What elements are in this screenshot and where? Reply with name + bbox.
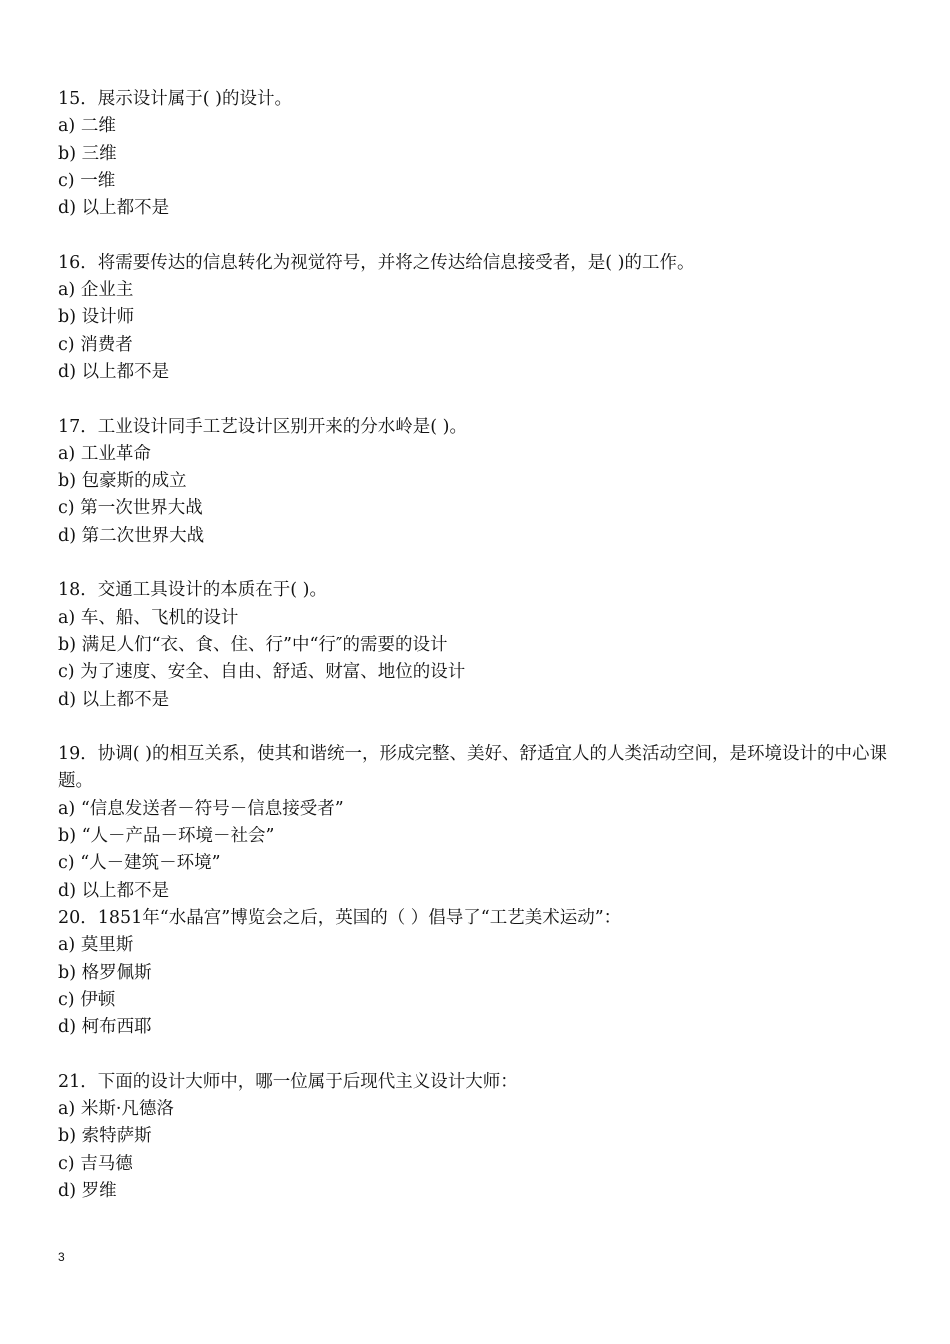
question-stem: 18．交通工具设计的本质在于( )。: [58, 580, 327, 601]
option-a: a) “信息发送者－符号－信息接受者”: [58, 798, 344, 819]
option-a: a) 二维: [58, 116, 116, 137]
question-17: [58, 414, 898, 550]
option-c: c) 一维: [58, 170, 116, 191]
question-18: [58, 577, 898, 713]
question-15: [58, 86, 898, 222]
document-page: [58, 86, 898, 1205]
question-stem: 19．协调( )的相互关系，使其和谐统一，形成完整、美好、舒适宜人的人类活动空间，是环境设计的中心课题。: [58, 744, 887, 792]
option-d: d) 柯布西耶: [58, 1017, 152, 1038]
option-d: d) 第二次世界大战: [58, 525, 205, 546]
question-19: [58, 741, 898, 905]
spacer: [58, 1041, 898, 1068]
option-a: a) 米斯·凡德洛: [58, 1098, 174, 1119]
question-stem: 17．工业设计同手工艺设计区别开来的分水岭是( )。: [58, 416, 467, 437]
option-c: c) “人－建筑－环境”: [58, 853, 221, 874]
question-stem: 20．1851年“水晶宫”博览会之后，英国的（ ）倡导了“工艺美术运动”：: [58, 907, 622, 928]
option-d: d) 以上都不是: [58, 361, 170, 382]
question-stem: 21．下面的设计大师中，哪一位属于后现代主义设计大师：: [58, 1071, 518, 1092]
option-d: d) 以上都不是: [58, 198, 170, 219]
option-c: c) 消费者: [58, 334, 133, 355]
option-a: a) 莫里斯: [58, 935, 134, 956]
option-c: c) 吉马德: [58, 1153, 133, 1174]
spacer: [58, 714, 898, 741]
option-d: d) 以上都不是: [58, 880, 170, 901]
option-b: b) 格罗佩斯: [58, 962, 152, 983]
option-b: b) 包豪斯的成立: [58, 471, 187, 492]
option-d: d) 以上都不是: [58, 689, 170, 710]
question-21: [58, 1069, 898, 1205]
page-number: 3: [58, 1250, 65, 1264]
option-b: b) 三维: [58, 143, 117, 164]
option-b: b) 索特萨斯: [58, 1126, 152, 1147]
question-stem: 16．将需要传达的信息转化为视觉符号，并将之传达给信息接受者，是( )的工作。: [58, 252, 695, 273]
option-c: c) 为了速度、安全、自由、舒适、财富、地位的设计: [58, 662, 466, 683]
question-16: [58, 250, 898, 386]
spacer: [58, 386, 898, 413]
option-b: b) “人－产品－环境－社会”: [58, 826, 275, 847]
spacer: [58, 222, 898, 249]
option-d: d) 罗维: [58, 1180, 117, 1201]
option-b: b) 满足人们“衣、食、住、行”中“行″的需要的设计: [58, 634, 448, 655]
option-a: a) 工业革命: [58, 443, 151, 464]
question-20: [58, 905, 898, 1041]
option-a: a) 企业主: [58, 280, 134, 301]
option-a: a) 车、船、飞机的设计: [58, 607, 239, 628]
question-stem: 15．展示设计属于( )的设计。: [58, 89, 292, 109]
option-b: b) 设计师: [58, 307, 135, 328]
option-c: c) 第一次世界大战: [58, 498, 203, 519]
option-c: c) 伊顿: [58, 989, 116, 1010]
spacer: [58, 550, 898, 577]
